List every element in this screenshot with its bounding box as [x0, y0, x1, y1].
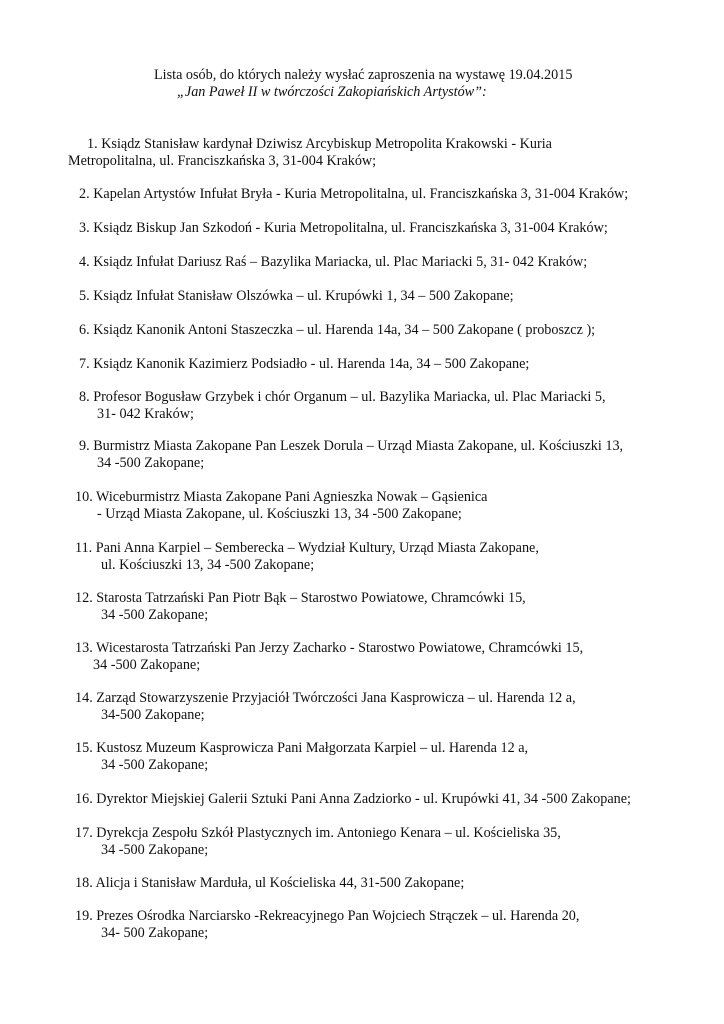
list-item-line: 18. Alicja i Stanisław Marduła, ul Kościeliska 44, 31-500 Zakopane;	[75, 875, 465, 891]
list-item-continuation: ul. Kościuszki 13, 34 -500 Zakopane;	[101, 557, 315, 573]
list-item-line: 7. Ksiądz Kanonik Kazimierz Podsiadło - ul. Harenda 14a, 34 – 500 Zakopane;	[79, 356, 530, 372]
list-item-line: 1. Ksiądz Stanisław kardynał Dziwisz Arcybiskup Metropolita Krakowski - Kuria	[87, 136, 552, 152]
list-item-line: 16. Dyrektor Miejskiej Galerii Sztuki Pani Anna Zadziorko - ul. Krupówki 41, 34 -500 Zakopane;	[75, 791, 631, 807]
list-item-line: 8. Profesor Bogusław Grzybek i chór Organum – ul. Bazylika Mariacka, ul. Plac Mariacki 5,	[79, 389, 606, 405]
list-item-line: 14. Zarząd Stowarzyszenie Przyjaciół Twórczości Jana Kasprowicza – ul. Harenda 12 a,	[75, 690, 576, 706]
list-item-continuation: 34 -500 Zakopane;	[101, 757, 209, 773]
list-item-line: 15. Kustosz Muzeum Kasprowicza Pani Małgorzata Karpiel – ul. Harenda 12 a,	[75, 740, 529, 756]
list-item-continuation: Metropolitalna, ul. Franciszkańska 3, 31-004 Kraków;	[68, 153, 377, 169]
list-item-continuation: - Urząd Miasta Zakopane, ul. Kościuszki 13, 34 -500 Zakopane;	[97, 506, 462, 522]
list-item-continuation: 34- 500 Zakopane;	[101, 925, 209, 941]
list-title: Lista osób, do których należy wysłać zaproszenia na wystawę 19.04.2015	[154, 67, 573, 83]
list-item-continuation: 31- 042 Kraków;	[97, 406, 194, 422]
list-item-continuation: 34 -500 Zakopane;	[97, 455, 205, 471]
list-item-line: 3. Ksiądz Biskup Jan Szkodoń - Kuria Metropolitalna, ul. Franciszkańska 3, 31-004 Kraków;	[79, 220, 608, 236]
list-item-continuation: 34 -500 Zakopane;	[101, 607, 209, 623]
list-item-line: 12. Starosta Tatrzański Pan Piotr Bąk – Starostwo Powiatowe, Chramcówki 15,	[75, 590, 526, 606]
list-item-line: 19. Prezes Ośrodka Narciarsko -Rekreacyjnego Pan Wojciech Strączek – ul. Harenda 20,	[75, 908, 580, 924]
exhibition-title: „Jan Paweł II w twórczości Zakopiańskich Artystów”:	[177, 84, 487, 100]
list-item-line: 4. Ksiądz Infułat Dariusz Raś – Bazylika Mariacka, ul. Plac Mariacki 5, 31- 042 Kraków;	[79, 254, 588, 270]
list-item-line: 2. Kapelan Artystów Infułat Bryła - Kuria Metropolitalna, ul. Franciszkańska 3, 31-004 Kraków;	[79, 186, 629, 202]
list-item-line: 11. Pani Anna Karpiel – Semberecka – Wydział Kultury, Urząd Miasta Zakopane,	[75, 540, 539, 556]
list-item-line: 6. Ksiądz Kanonik Antoni Staszeczka – ul. Harenda 14a, 34 – 500 Zakopane ( proboszcz );	[79, 322, 596, 338]
list-item-continuation: 34 -500 Zakopane;	[101, 842, 209, 858]
list-item-line: 9. Burmistrz Miasta Zakopane Pan Leszek Dorula – Urząd Miasta Zakopane, ul. Kościuszki 13,	[79, 438, 624, 454]
list-item-continuation: 34 -500 Zakopane;	[93, 657, 201, 673]
list-item-line: 17. Dyrekcja Zespołu Szkół Plastycznych im. Antoniego Kenara – ul. Kościeliska 35,	[75, 825, 561, 841]
list-item-line: 13. Wicestarosta Tatrzański Pan Jerzy Zacharko - Starostwo Powiatowe, Chramcówki 15,	[75, 640, 584, 656]
list-item-continuation: 34-500 Zakopane;	[101, 707, 205, 723]
list-item-line: 10. Wiceburmistrz Miasta Zakopane Pani Agnieszka Nowak – Gąsienica	[75, 489, 488, 505]
list-item-line: 5. Ksiądz Infułat Stanisław Olszówka – ul. Krupówki 1, 34 – 500 Zakopane;	[79, 288, 514, 304]
